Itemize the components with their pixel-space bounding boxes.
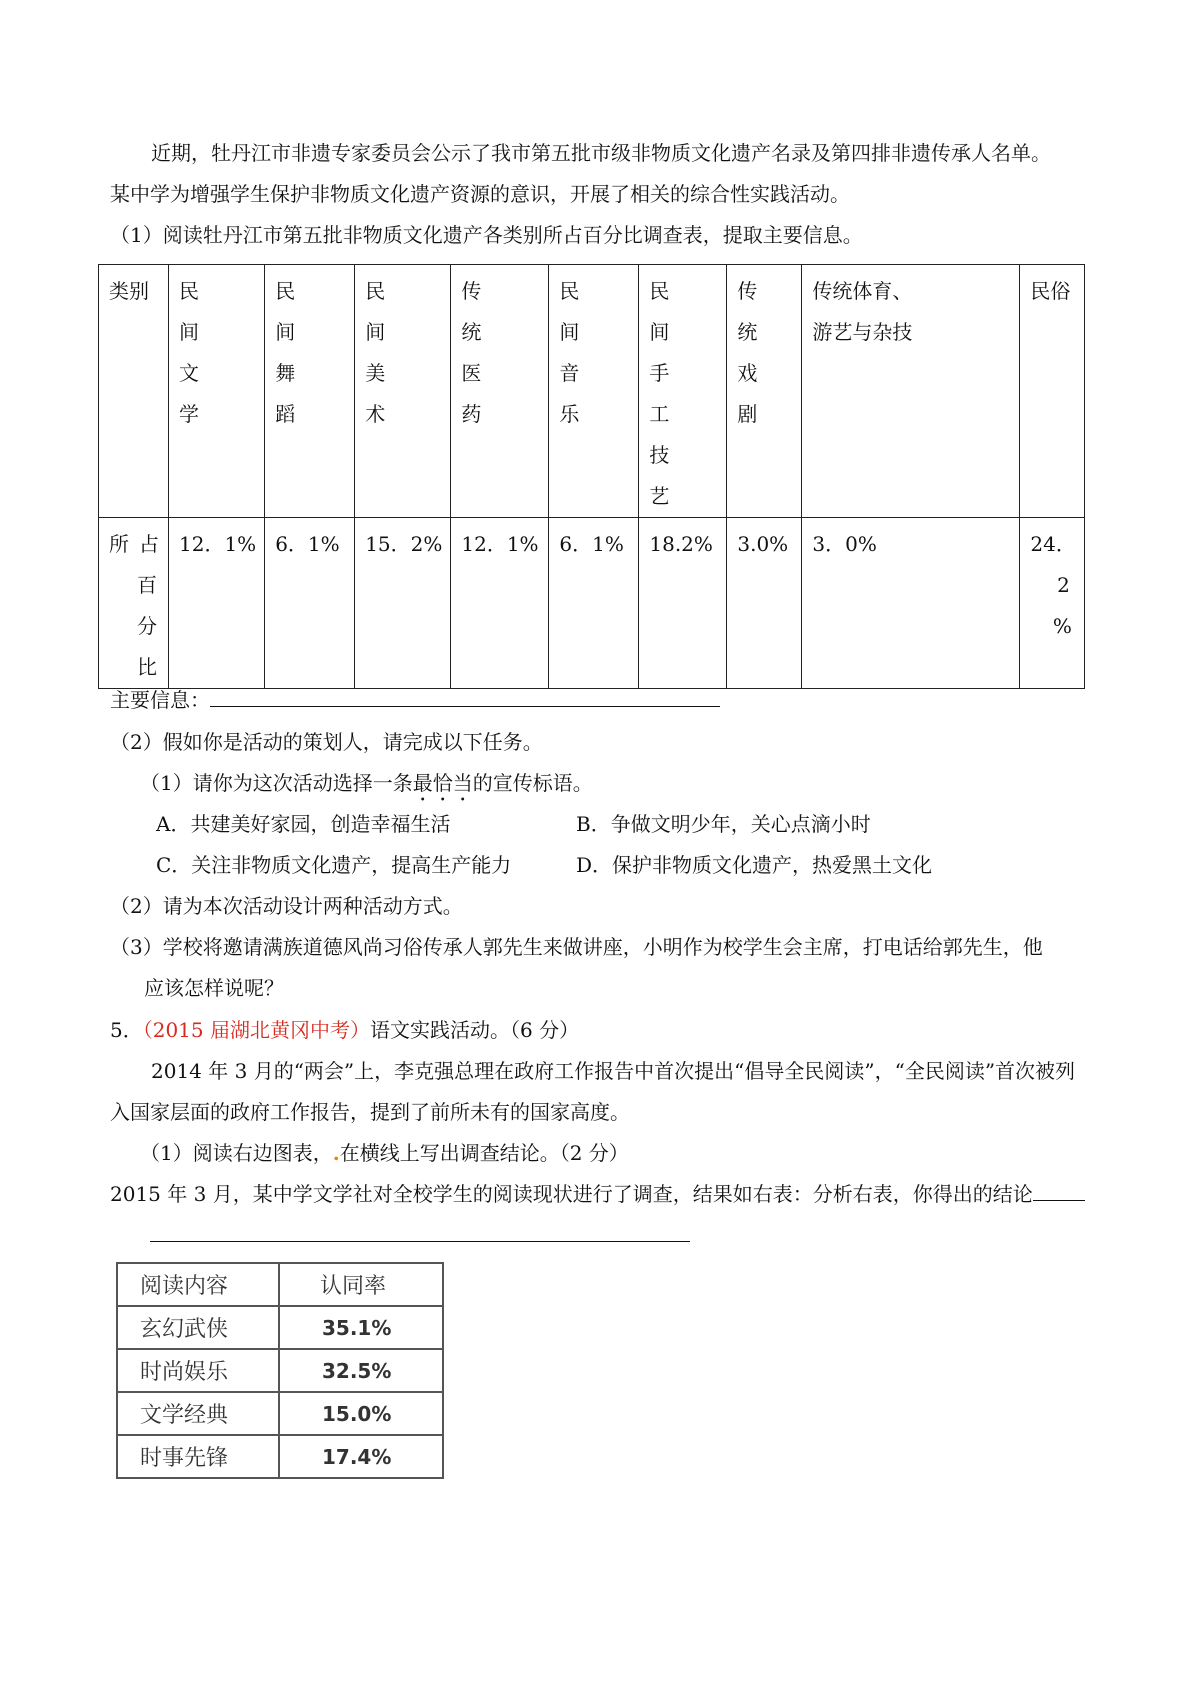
percentage-row — [99, 518, 1085, 689]
intro-paragraph-1: 近期，牡丹江市非遗专家委员会公示了我市第五批市级非物质文化遗产名录及第四排非遗传承人名单。 — [151, 141, 1051, 165]
reading-survey-table — [116, 1262, 444, 1479]
question-2-sub3-line1: （3）学校将邀请满族道德风尚习俗传承人郭先生来做讲座，小明作为校学生会主席，打电话给郭先生，他 — [110, 935, 1043, 959]
category-char: 蹈 — [275, 402, 296, 426]
survey-row — [117, 1306, 443, 1349]
category-row — [99, 265, 1085, 518]
conclusion-blank-start[interactable] — [1033, 1182, 1085, 1201]
category-char: 乐 — [559, 402, 580, 426]
question-5-title: 语文实践活动。（6 分） — [370, 1018, 580, 1042]
percentage-header-char: 分 — [137, 614, 157, 638]
question-5-paragraph-2: 入国家层面的政府工作报告，提到了前所未有的国家高度。 — [110, 1100, 630, 1124]
percentage-header-char: 所 — [109, 532, 129, 556]
category-line: 游艺与杂技 — [812, 320, 913, 344]
sub1-dot-mark: . — [332, 1141, 340, 1165]
question-2-title: （2）假如你是活动的策划人，请完成以下任务。 — [110, 730, 543, 754]
percent-folk-custom-cell — [1020, 518, 1084, 689]
category-traditional-drama — [727, 265, 802, 518]
category-folk-dance — [265, 265, 355, 518]
conclusion-answer-blank[interactable] — [150, 1223, 690, 1242]
category-char: 技 — [649, 443, 670, 467]
question-5-source: （2015 届湖北黄冈中考） — [142, 1018, 370, 1042]
option-b: B．争做文明少年，关心点滴小时 — [576, 812, 871, 836]
percent-folk-custom-part: 24． — [1030, 532, 1076, 556]
main-info-answer-blank[interactable] — [210, 688, 720, 707]
percent-folk-art: 15．2% — [355, 518, 451, 689]
survey-rate-cell: 32.5% — [279, 1349, 443, 1392]
category-char: 美 — [365, 361, 386, 385]
survey-intro-line — [110, 1180, 1085, 1208]
percentage-header-char: 百 — [137, 573, 157, 597]
category-char: 戏 — [737, 361, 758, 385]
category-line: 传统体育、 — [812, 279, 913, 303]
survey-header-row — [117, 1263, 443, 1306]
percent-folk-dance: 6．1% — [265, 518, 355, 689]
main-info-label: 主要信息： — [110, 688, 210, 712]
category-folk-custom — [1020, 265, 1084, 518]
survey-intro-text: 2015 年 3 月，某中学文学社对全校学生的阅读现状进行了调查，结果如右表：分析右表，你得出的结论 — [110, 1182, 1033, 1206]
question-5-sub1 — [140, 1139, 629, 1167]
category-char: 艺 — [649, 484, 670, 508]
percentage-header-char: 占 — [139, 532, 159, 556]
sub1-text-a: （1）阅读右边图表， — [140, 1141, 333, 1165]
category-char: 民 — [559, 279, 580, 303]
category-char: 学 — [179, 402, 199, 426]
category-char: 民 — [365, 279, 386, 303]
category-char: 药 — [461, 402, 482, 426]
survey-row — [117, 1392, 443, 1435]
category-header-cell — [99, 265, 169, 518]
category-char: 间 — [275, 320, 296, 344]
category-line: 民俗 — [1030, 279, 1071, 303]
survey-header-content: 阅读内容 — [117, 1263, 279, 1306]
main-info-line — [110, 686, 720, 714]
percent-folk-handicraft: 18.2% — [639, 518, 727, 689]
survey-header-rate: 认同率 — [279, 1263, 443, 1306]
survey-rate-cell: 35.1% — [279, 1306, 443, 1349]
percent-folk-literature: 12．1% — [169, 518, 265, 689]
survey-rate-cell: 15.0% — [279, 1392, 443, 1435]
question-2-sub2: （2）请为本次活动设计两种活动方式。 — [110, 894, 463, 918]
percent-traditional-medicine: 12．1% — [451, 518, 549, 689]
category-char: 工 — [649, 402, 670, 426]
percent-folk-custom-part: % — [1052, 614, 1072, 638]
category-char: 传 — [737, 279, 758, 303]
category-char: 民 — [275, 279, 296, 303]
category-char: 文 — [179, 361, 199, 385]
category-char: 剧 — [737, 402, 758, 426]
category-folk-music — [549, 265, 639, 518]
category-header: 类别 — [109, 279, 149, 303]
category-char: 统 — [461, 320, 482, 344]
category-char: 医 — [461, 361, 482, 385]
percentage-header-char: 比 — [137, 655, 157, 679]
intro-paragraph-2: 某中学为增强学生保护非物质文化遗产资源的意识，开展了相关的综合性实践活动。 — [110, 182, 850, 206]
option-d: D．保护非物质文化遗产，热爱黑土文化 — [576, 853, 933, 877]
category-char: 传 — [461, 279, 482, 303]
survey-content-cell: 时事先锋 — [117, 1435, 279, 1478]
percent-folk-music: 6．1% — [549, 518, 639, 689]
question-1-text: （1）阅读牡丹江市第五批非物质文化遗产各类别所占百分比调查表，提取主要信息。 — [110, 223, 863, 247]
category-char: 手 — [649, 361, 670, 385]
option-c: C．关注非物质文化遗产，提高生产能力 — [156, 853, 512, 877]
percent-folk-custom-part: 2 — [1057, 573, 1070, 597]
category-folk-literature — [169, 265, 265, 518]
percent-traditional-drama: 3.0% — [727, 518, 802, 689]
category-char: 间 — [649, 320, 670, 344]
category-traditional-sports — [802, 265, 1020, 518]
sub1-text-before: （1）请你为这次活动选择一条 — [140, 771, 413, 795]
category-char: 间 — [179, 320, 199, 344]
category-traditional-medicine — [451, 265, 549, 518]
category-char: 术 — [365, 402, 386, 426]
percent-traditional-sports: 3．0% — [802, 518, 1020, 689]
category-char: 民 — [649, 279, 670, 303]
category-char: 音 — [559, 361, 580, 385]
category-folk-handicraft — [639, 265, 727, 518]
survey-content-cell: 文学经典 — [117, 1392, 279, 1435]
question-2-sub1 — [140, 769, 593, 806]
category-char: 舞 — [275, 361, 296, 385]
survey-row — [117, 1435, 443, 1478]
question-5-paragraph-1: 2014 年 3 月的“两会”上，李克强总理在政府工作报告中首次提出“倡导全民阅读”，“全民阅读”首次被列 — [151, 1059, 1076, 1083]
category-char: 民 — [179, 279, 199, 303]
category-char: 统 — [737, 320, 758, 344]
sub1-emphasis: 最恰当 — [412, 771, 473, 795]
category-char: 间 — [559, 320, 580, 344]
percentage-header-cell — [99, 518, 169, 689]
sub1-text-after: 的宣传标语。 — [472, 771, 593, 795]
survey-content-cell: 时尚娱乐 — [117, 1349, 279, 1392]
category-folk-art — [355, 265, 451, 518]
heritage-percentage-table — [98, 264, 1085, 689]
option-a: A．共建美好家园，创造幸福生活 — [156, 812, 451, 836]
category-char: 间 — [365, 320, 386, 344]
conclusion-blank-line — [150, 1221, 690, 1249]
sub1-text-b: 在横线上写出调查结论。（2 分） — [339, 1141, 629, 1165]
survey-rate-cell: 17.4% — [279, 1435, 443, 1478]
survey-row — [117, 1349, 443, 1392]
question-2-sub3-line2: 应该怎样说呢？ — [144, 976, 284, 1000]
survey-content-cell: 玄幻武侠 — [117, 1306, 279, 1349]
question-5-heading — [110, 1016, 579, 1044]
question-5-number: 5． — [110, 1018, 143, 1042]
